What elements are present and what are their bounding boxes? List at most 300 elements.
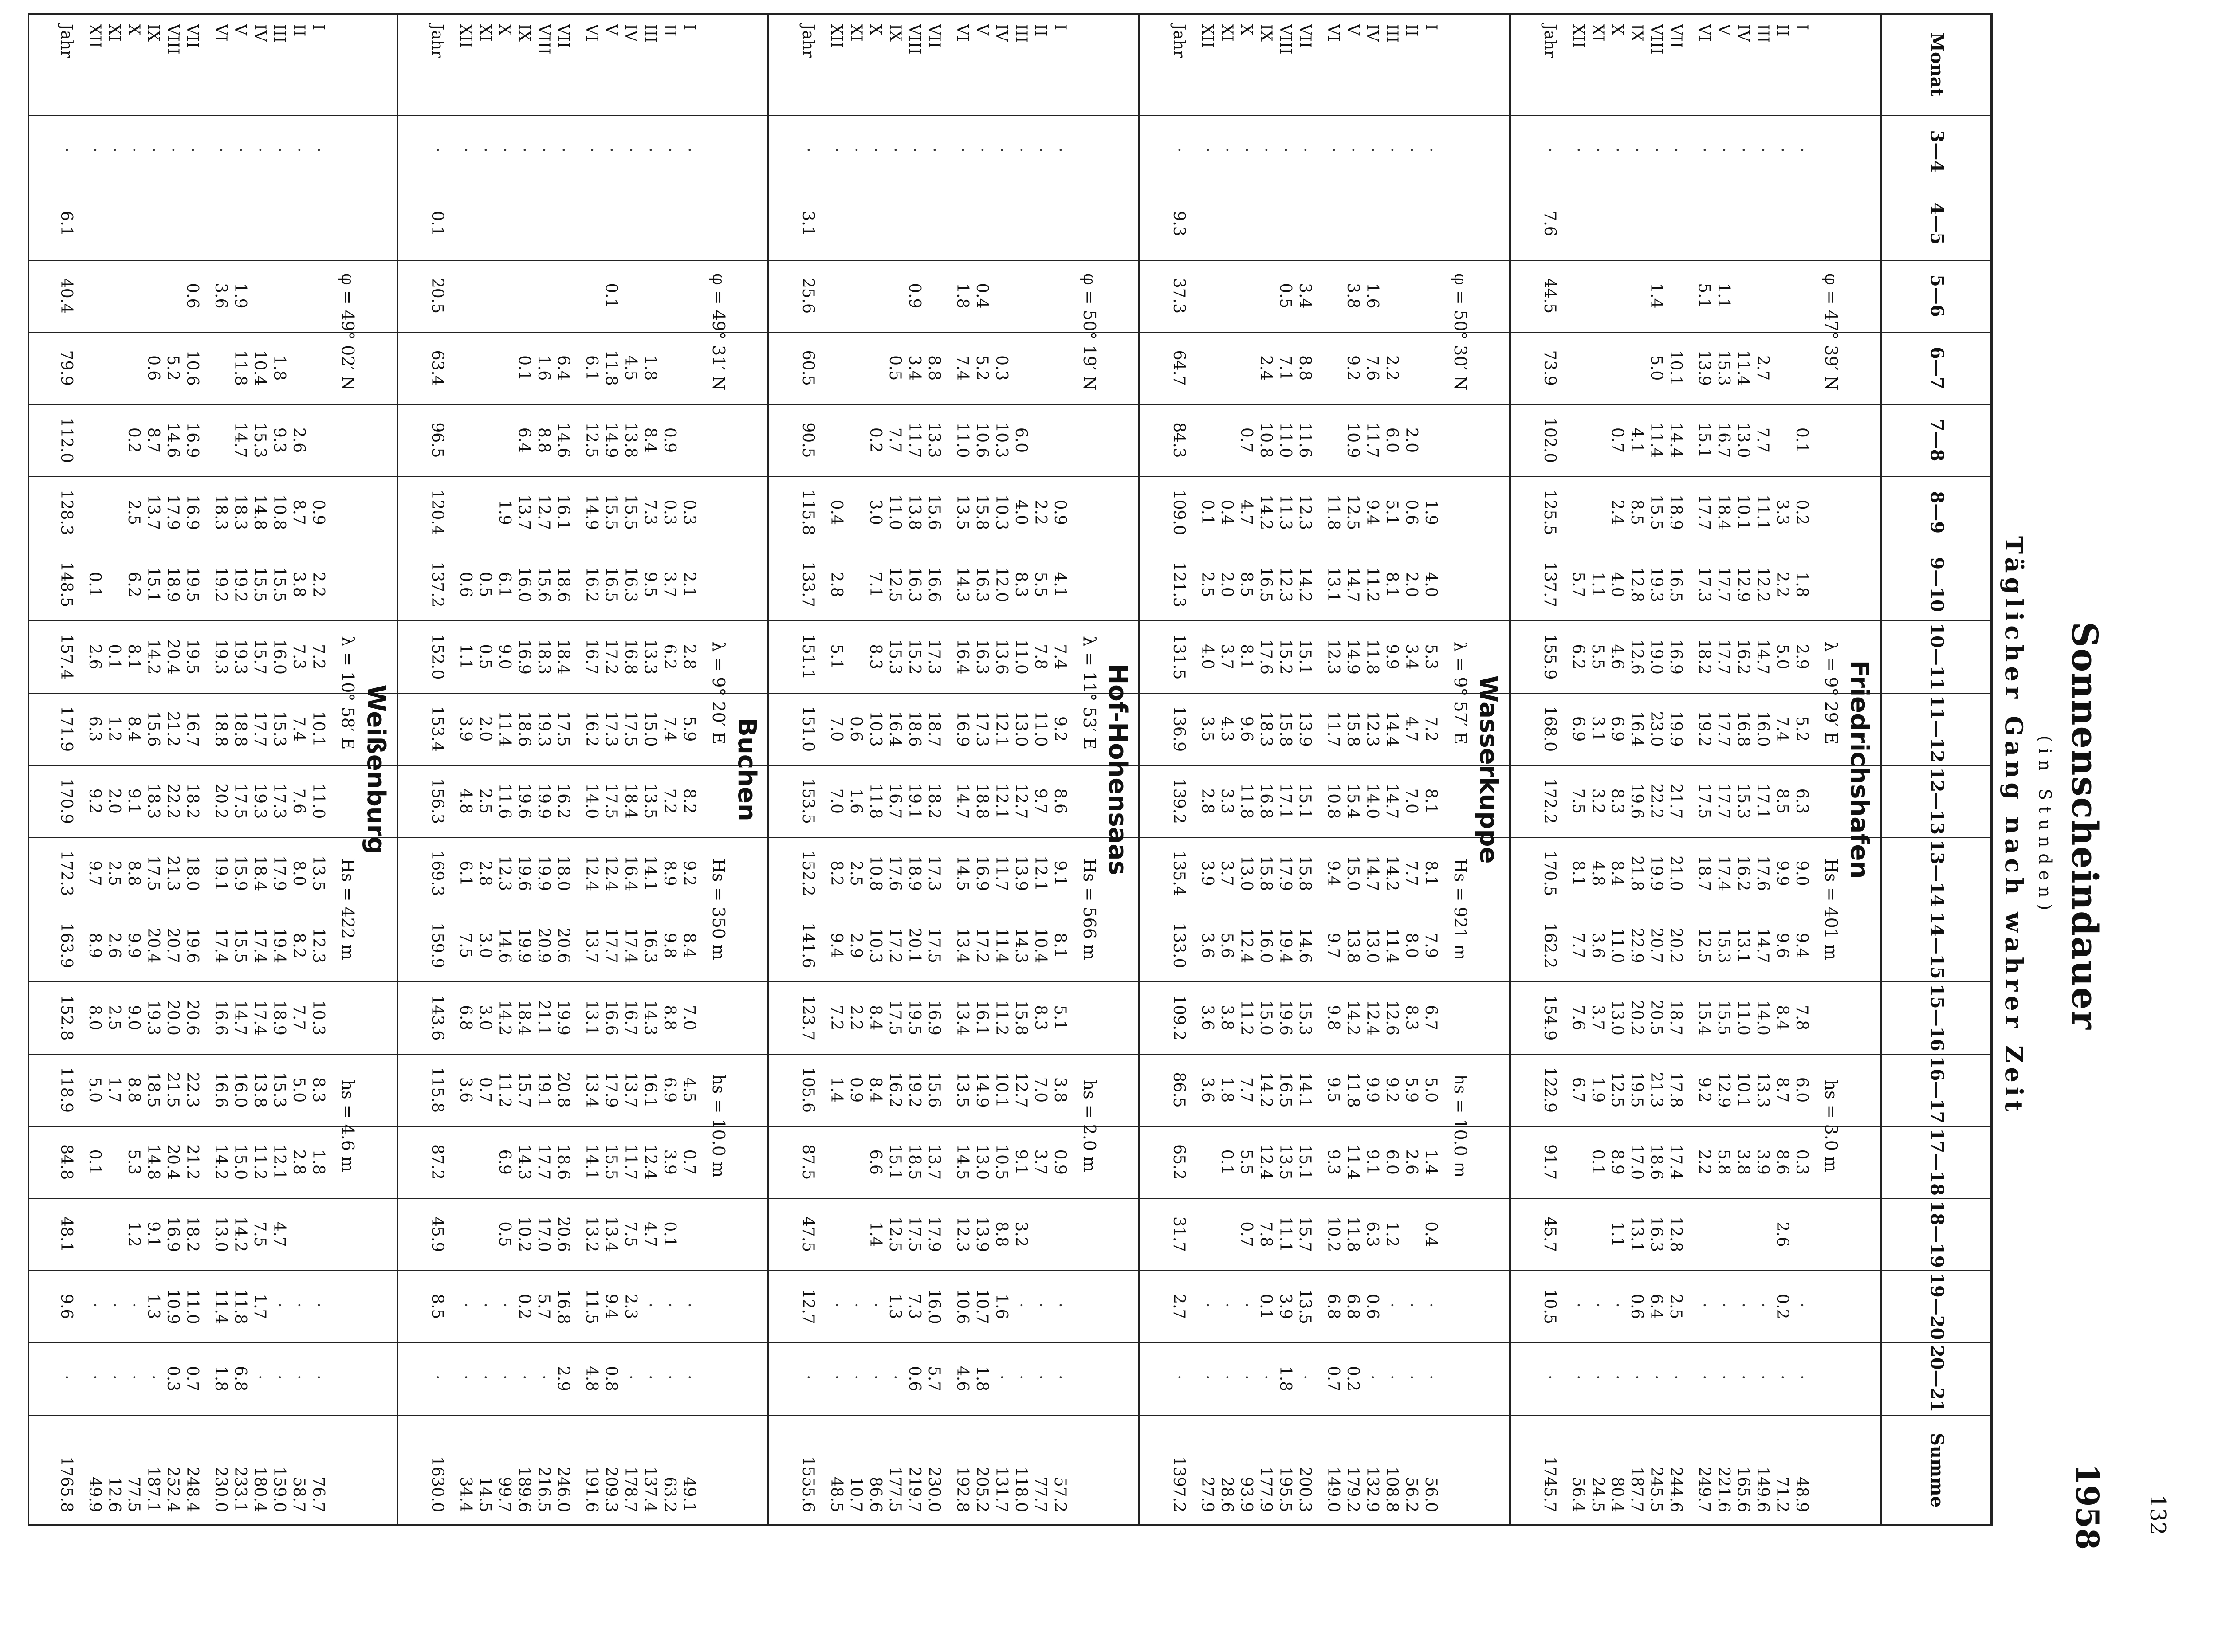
table-cell: 0.7	[1324, 1366, 1342, 1392]
table-cell: 10.3	[992, 422, 1011, 458]
row-month-label: II	[661, 24, 679, 37]
empty-cell-dot: ·	[1031, 1303, 1050, 1311]
header-sum: Summe	[1927, 1432, 1948, 1508]
table-cell: 11.8	[1344, 1216, 1362, 1252]
table-cell: 19.6	[183, 927, 201, 963]
row-month-label: I	[1051, 24, 1069, 31]
table-cell: 0.9	[661, 427, 679, 453]
station-name: Hof-Hohensaas	[1103, 663, 1132, 875]
table-cell: 17.4	[621, 927, 640, 963]
table-cell: 16.9	[953, 711, 971, 747]
table-cell: 15.2	[1276, 639, 1294, 675]
table-cell: 8.1	[1237, 644, 1255, 670]
table-cell: 2.5	[476, 788, 494, 814]
empty-cell-dot: ·	[1363, 147, 1381, 156]
table-cell: 16.2	[554, 783, 572, 819]
table-cell: 1.6	[535, 355, 553, 381]
row-sum: 77.7	[1031, 1476, 1050, 1512]
table-cell: 2.8	[827, 572, 846, 597]
header-hour: 15—16	[1927, 984, 1948, 1052]
table-cell: 8.4	[1773, 1005, 1791, 1031]
table-cell: 10.9	[164, 1288, 182, 1324]
row-sum: 189.6	[515, 1466, 533, 1512]
table-cell: 135.4	[1170, 850, 1188, 896]
table-cell: 7.2	[827, 1005, 846, 1031]
table-cell: 16.9	[164, 1216, 182, 1252]
table-cell: 12.7	[535, 494, 553, 530]
row-sum: 1630.0	[428, 1456, 446, 1512]
table-cell: 0.4	[973, 283, 991, 309]
table-cell: 2.0	[105, 788, 123, 814]
table-cell: 163.9	[57, 922, 75, 969]
empty-cell-dot: ·	[1793, 1303, 1811, 1311]
table-cell: 2.0	[1402, 427, 1420, 453]
empty-cell-dot: ·	[799, 147, 817, 156]
table-cell: 11.4	[496, 711, 514, 747]
table-cell: 14.0	[1754, 1000, 1772, 1036]
table-cell: 8.9	[1608, 1149, 1626, 1175]
table-cell: 7.5	[1569, 788, 1587, 814]
table-cell: 15.5	[621, 494, 640, 530]
table-cell: 7.3	[905, 1294, 924, 1319]
row-sum: 93.9	[1237, 1476, 1255, 1512]
table-cell: 47.5	[799, 1216, 817, 1252]
table-cell: 8.0	[1402, 933, 1420, 958]
table-cell: 23.0	[1647, 711, 1665, 747]
table-cell: 0.6	[183, 283, 201, 309]
empty-cell-dot: ·	[86, 147, 104, 156]
table-cell: 4.6	[1608, 644, 1626, 670]
table-cell: 10.8	[866, 855, 885, 891]
table-cell: 9.4	[827, 933, 846, 958]
table-cell: 11.1	[1754, 494, 1772, 530]
table-cell: 13.1	[1734, 927, 1752, 963]
table-cell: 10.4	[251, 350, 269, 386]
table-cell: 4.7	[270, 1221, 288, 1247]
table-cell: 0.9	[1051, 1149, 1069, 1175]
table-cell: 170.5	[1541, 850, 1559, 896]
table-cell: 0.6	[1628, 1294, 1646, 1319]
table-cell: 12.7	[799, 1288, 817, 1324]
table-cell: 1.9	[231, 283, 249, 309]
table-cell: 6.3	[1363, 1221, 1381, 1247]
table-cell: 7.2	[661, 788, 679, 814]
table-cell: 18.4	[554, 639, 572, 675]
table-cell: 16.8	[1734, 711, 1752, 747]
table-cell: 9.5	[641, 572, 659, 597]
table-cell: 170.9	[57, 778, 75, 824]
table-cell: 11.0	[886, 494, 904, 530]
row-month-label: IV	[621, 24, 640, 42]
table-cell: 15.5	[1647, 494, 1665, 530]
table-cell: 5.7	[1569, 572, 1587, 597]
table-cell: 14.4	[1383, 711, 1401, 747]
table-cell: 31.7	[1170, 1216, 1188, 1252]
table-cell: 13.0	[1608, 1000, 1626, 1036]
table-cell: 0.9	[905, 283, 924, 309]
table-cell: 12.0	[992, 566, 1011, 603]
row-month-label: VI	[582, 24, 601, 42]
row-sum: 58.7	[290, 1476, 308, 1512]
table-cell: 17.9	[270, 855, 288, 891]
table-cell: 8.4	[1608, 860, 1626, 886]
empty-cell-dot: ·	[1344, 147, 1362, 156]
table-cell: 11.4	[1344, 1144, 1362, 1180]
table-cell: 8.9	[86, 933, 104, 958]
table-cell: 0.6	[1363, 1294, 1381, 1319]
table-cell: 13.0	[1363, 927, 1381, 963]
table-cell: 15.8	[1257, 855, 1275, 891]
header-hour: 4—5	[1927, 202, 1948, 245]
table-cell: 12.5	[1695, 927, 1713, 963]
table-cell: 9.2	[680, 860, 698, 886]
table-cell: 115.8	[428, 1067, 446, 1113]
row-month-label: II	[1402, 24, 1420, 37]
empty-cell-dot: ·	[827, 147, 846, 156]
table-cell: 18.3	[1257, 711, 1275, 747]
table-cell: 12.3	[1324, 639, 1342, 675]
table-cell: 1.1	[1608, 1221, 1626, 1247]
empty-cell-dot: ·	[1695, 147, 1713, 156]
row-sum: 28.6	[1218, 1476, 1236, 1512]
empty-cell-dot: ·	[1647, 1374, 1665, 1383]
empty-cell-dot: ·	[212, 147, 230, 156]
table-cell: 96.5	[428, 422, 446, 458]
table-cell: 2.6	[1402, 1149, 1420, 1175]
table-cell: 13.0	[212, 1216, 230, 1252]
table-cell: 14.2	[496, 1000, 514, 1036]
table-cell: 7.7	[1569, 933, 1587, 958]
table-cell: 18.2	[925, 783, 943, 819]
table-cell: 17.5	[905, 1216, 924, 1252]
row-sum: 191.6	[582, 1466, 601, 1512]
table-cell: 14.6	[554, 422, 572, 458]
table-cell: 11.4	[992, 927, 1011, 963]
table-cell: 9.5	[1324, 1077, 1342, 1103]
table-cell: 16.4	[1628, 711, 1646, 747]
table-cell: 7.8	[1793, 1005, 1811, 1031]
section-separator	[1509, 13, 1511, 1526]
table-cell: 13.4	[582, 1072, 601, 1108]
empty-cell-dot: ·	[231, 147, 249, 156]
empty-cell-dot: ·	[1569, 1303, 1587, 1311]
table-cell: 8.0	[86, 1005, 104, 1031]
empty-cell-dot: ·	[827, 1303, 846, 1311]
table-cell: 0.7	[183, 1366, 201, 1392]
empty-cell-dot: ·	[1569, 1374, 1587, 1383]
table-cell: 16.2	[582, 566, 601, 603]
row-sum: 159.0	[270, 1466, 288, 1512]
table-cell: 37.3	[1170, 278, 1188, 314]
empty-cell-dot: ·	[309, 1303, 327, 1311]
table-cell: 14.7	[1344, 566, 1362, 603]
table-cell: 125.5	[1541, 489, 1559, 535]
header-hour: 16—17	[1927, 1056, 1948, 1124]
row-sum: 99.7	[496, 1476, 514, 1512]
table-cell: 11.6	[496, 783, 514, 819]
table-cell: 1.8	[953, 283, 971, 309]
table-cell: 12.9	[1734, 566, 1752, 603]
table-cell: 2.5	[1198, 572, 1216, 597]
table-cell: 153.4	[428, 706, 446, 752]
table-cell: 13.5	[953, 494, 971, 530]
empty-cell-dot: ·	[1628, 1374, 1646, 1383]
row-month-label: X	[1237, 24, 1255, 35]
table-cell: 0.4	[1218, 499, 1236, 525]
empty-cell-dot: ·	[1422, 1303, 1440, 1311]
table-cell: 91.7	[1541, 1144, 1559, 1180]
table-cell: 5.3	[1422, 644, 1440, 670]
table-cell: 12.9	[1715, 1072, 1733, 1108]
header-hour: 8—9	[1927, 491, 1948, 534]
table-cell: 3.0	[476, 1005, 494, 1031]
table-cell: 73.9	[1541, 350, 1559, 386]
table-cell: 8.1	[1569, 860, 1587, 886]
row-month-label: XII	[827, 24, 846, 48]
table-cell: 9.1	[1363, 1149, 1381, 1175]
empty-cell-dot: ·	[866, 1374, 885, 1383]
table-cell: 12.5	[1608, 1072, 1626, 1108]
table-cell: 9.1	[1012, 1149, 1030, 1175]
table-cell: 7.5	[251, 1221, 269, 1247]
table-cell: 15.4	[1344, 783, 1362, 819]
table-cell: 17.7	[1715, 566, 1733, 603]
table-cell: 19.2	[1695, 711, 1713, 747]
table-cell: 8.8	[125, 1077, 143, 1103]
table-cell: 10.1	[1667, 350, 1685, 386]
table-cell: 168.0	[1541, 706, 1559, 752]
table-cell: 9.3	[270, 427, 288, 453]
table-cell: 9.4	[602, 1294, 620, 1319]
empty-cell-dot: ·	[1324, 147, 1342, 156]
table-cell: 7.1	[1276, 355, 1294, 381]
empty-cell-dot: ·	[456, 1303, 475, 1311]
table-cell: 6.9	[496, 1149, 514, 1175]
table-cell: 6.9	[1569, 716, 1587, 742]
table-cell: 8.3	[866, 644, 885, 670]
row-sum: 178.7	[621, 1466, 640, 1512]
table-cell: 14.2	[1383, 855, 1401, 891]
table-cell: 12.4	[582, 855, 601, 891]
table-cell: 9.6	[57, 1294, 75, 1319]
table-cell: 17.2	[973, 927, 991, 963]
empty-cell-dot: ·	[476, 147, 494, 156]
year-label: 1958	[2069, 1464, 2106, 1550]
table-cell: 14.3	[515, 1144, 533, 1180]
row-sum: 57.2	[1051, 1476, 1069, 1512]
table-cell: 12.4	[1363, 1000, 1381, 1036]
table-cell: 7.8	[1031, 644, 1050, 670]
table-cell: 12.5	[886, 1216, 904, 1252]
table-cell: 0.1	[1793, 427, 1811, 453]
table-cell: 3.9	[456, 716, 475, 742]
table-cell: 9.3	[1324, 1149, 1342, 1175]
table-cell: 19.9	[535, 855, 553, 891]
station-name: Weißenburg	[362, 684, 390, 855]
row-sum: 177.5	[886, 1466, 904, 1512]
table-cell: 17.5	[925, 927, 943, 963]
table-cell: 7.9	[1422, 933, 1440, 958]
table-cell: 21.0	[1667, 855, 1685, 891]
table-cell: 14.7	[231, 1000, 249, 1036]
empty-cell-dot: ·	[641, 1374, 659, 1383]
empty-cell-dot: ·	[1754, 147, 1772, 156]
table-cell: 19.2	[905, 1072, 924, 1108]
row-month-label: VI	[1324, 24, 1342, 42]
table-cell: 1.8	[1793, 572, 1811, 597]
header-hour: 14—15	[1927, 912, 1948, 979]
row-month-label: Jahr	[1170, 24, 1188, 58]
table-cell: 7.0	[1402, 788, 1420, 814]
table-cell: 17.6	[1257, 639, 1275, 675]
station-elevation: Hs = 350 m	[709, 858, 728, 961]
table-cell: 3.7	[1031, 1149, 1050, 1175]
table-cell: 11.2	[1237, 1000, 1255, 1036]
table-cell: 2.6	[105, 933, 123, 958]
table-cell: 18.5	[905, 1144, 924, 1180]
table-cell: 1.3	[886, 1294, 904, 1319]
table-cell: 2.2	[309, 572, 327, 597]
instrument-height: hs = 10.0 m	[1451, 1074, 1470, 1178]
table-cell: 9.9	[1363, 1077, 1381, 1103]
table-cell: 16.7	[582, 639, 601, 675]
table-cell: 0.9	[1051, 499, 1069, 525]
row-month-label: V	[1715, 24, 1733, 35]
row-month-label: XII	[1198, 24, 1216, 48]
table-cell: 13.0	[1237, 855, 1255, 891]
row-month-label: X	[866, 24, 885, 35]
table-cell: 1.1	[1589, 572, 1607, 597]
instrument-height: hs = 10.0 m	[709, 1074, 728, 1178]
table-cell: 5.5	[1237, 1149, 1255, 1175]
table-cell: 18.2	[183, 783, 201, 819]
table-cell: 19.3	[535, 711, 553, 747]
table-cell: 8.4	[641, 427, 659, 453]
table-cell: 11.8	[231, 350, 249, 386]
table-cell: 19.1	[905, 783, 924, 819]
table-cell: 2.7	[1170, 1294, 1188, 1319]
row-month-label: VIII	[1647, 24, 1665, 55]
table-cell: 12.8	[1628, 566, 1646, 603]
table-cell: 7.6	[1363, 355, 1381, 381]
table-cell: 133.0	[1170, 922, 1188, 969]
table-cell: 14.2	[1296, 566, 1314, 603]
table-cell: 0.3	[661, 499, 679, 525]
table-cell: 4.8	[1589, 860, 1607, 886]
row-sum: 27.9	[1198, 1476, 1216, 1512]
empty-cell-dot: ·	[515, 147, 533, 156]
table-cell: 18.8	[231, 711, 249, 747]
table-cell: 16.9	[1667, 639, 1685, 675]
empty-cell-dot: ·	[105, 1303, 123, 1311]
empty-cell-dot: ·	[309, 1374, 327, 1383]
table-cell: 19.3	[212, 639, 230, 675]
table-cell: 7.4	[661, 716, 679, 742]
table-cell: 17.7	[1715, 783, 1733, 819]
empty-cell-dot: ·	[1237, 147, 1255, 156]
table-cell: 11.0	[1012, 639, 1030, 675]
table-cell: 18.3	[231, 494, 249, 530]
row-sum: 77.5	[125, 1476, 143, 1512]
table-cell: 6.9	[661, 1077, 679, 1103]
empty-cell-dot: ·	[57, 147, 75, 156]
row-sum: 205.2	[973, 1466, 991, 1512]
empty-cell-dot: ·	[270, 147, 288, 156]
table-cell: 3.8	[1734, 1149, 1752, 1175]
table-cell: 8.8	[1296, 355, 1314, 381]
table-cell: 1.2	[125, 1221, 143, 1247]
empty-cell-dot: ·	[1773, 147, 1791, 156]
table-cell: 0.6	[144, 355, 162, 381]
instrument-height: hs = 2.0 m	[1080, 1079, 1099, 1173]
table-cell: 0.1	[1589, 1149, 1607, 1175]
table-cell: 0.6	[847, 716, 865, 742]
table-cell: 0.1	[86, 1149, 104, 1175]
table-right-border	[28, 1524, 1993, 1526]
row-month-label: VIII	[535, 24, 553, 55]
table-cell: 14.5	[953, 1144, 971, 1180]
table-cell: 3.6	[1198, 933, 1216, 958]
table-cell: 6.4	[554, 355, 572, 381]
table-cell: 6.8	[1344, 1294, 1362, 1319]
table-cell: 8.2	[290, 933, 308, 958]
table-cell: 40.4	[57, 278, 75, 314]
table-cell: 17.9	[164, 494, 182, 530]
table-cell: 8.7	[1773, 1077, 1791, 1103]
table-cell: 18.6	[554, 566, 572, 603]
row-month-label: XI	[1589, 24, 1607, 42]
table-cell: 13.8	[251, 1072, 269, 1108]
table-cell: 10.9	[1344, 422, 1362, 458]
table-cell: 12.8	[1667, 1216, 1685, 1252]
row-month-label: VII	[1667, 24, 1685, 48]
empty-cell-dot: ·	[1363, 1374, 1381, 1383]
table-cell: 18.3	[535, 639, 553, 675]
row-sum: 179.2	[1344, 1466, 1362, 1512]
table-cell: 5.0	[1422, 1077, 1440, 1103]
table-cell: 7.5	[621, 1221, 640, 1247]
row-sum: 187.1	[144, 1466, 162, 1512]
table-cell: 8.4	[866, 1005, 885, 1031]
empty-cell-dot: ·	[1647, 147, 1665, 156]
table-cell: 12.4	[641, 1144, 659, 1180]
table-cell: 0.3	[164, 1366, 182, 1392]
empty-cell-dot: ·	[1695, 1374, 1713, 1383]
row-month-label: IX	[515, 24, 533, 42]
empty-cell-dot: ·	[1541, 147, 1559, 156]
table-cell: 15.7	[251, 639, 269, 675]
table-cell: 17.0	[1628, 1144, 1646, 1180]
row-month-label: V	[1344, 24, 1362, 35]
table-cell: 13.5	[953, 1072, 971, 1108]
table-cell: 64.7	[1170, 350, 1188, 386]
empty-cell-dot: ·	[1383, 1303, 1401, 1311]
empty-cell-dot: ·	[641, 147, 659, 156]
table-cell: 7.4	[1051, 644, 1069, 670]
table-cell: 14.1	[582, 1144, 601, 1180]
table-cell: 16.4	[621, 855, 640, 891]
table-cell: 6.0	[1793, 1077, 1811, 1103]
table-cell: 169.3	[428, 850, 446, 896]
empty-cell-dot: ·	[1754, 1374, 1772, 1383]
table-cell: 3.6	[1198, 1077, 1216, 1103]
empty-cell-dot: ·	[125, 1303, 143, 1311]
table-cell: 9.7	[1324, 933, 1342, 958]
row-month-label: I	[680, 24, 698, 31]
table-cell: 14.3	[641, 1000, 659, 1036]
table-cell: 2.5	[105, 860, 123, 886]
table-cell: 0.3	[992, 355, 1011, 381]
